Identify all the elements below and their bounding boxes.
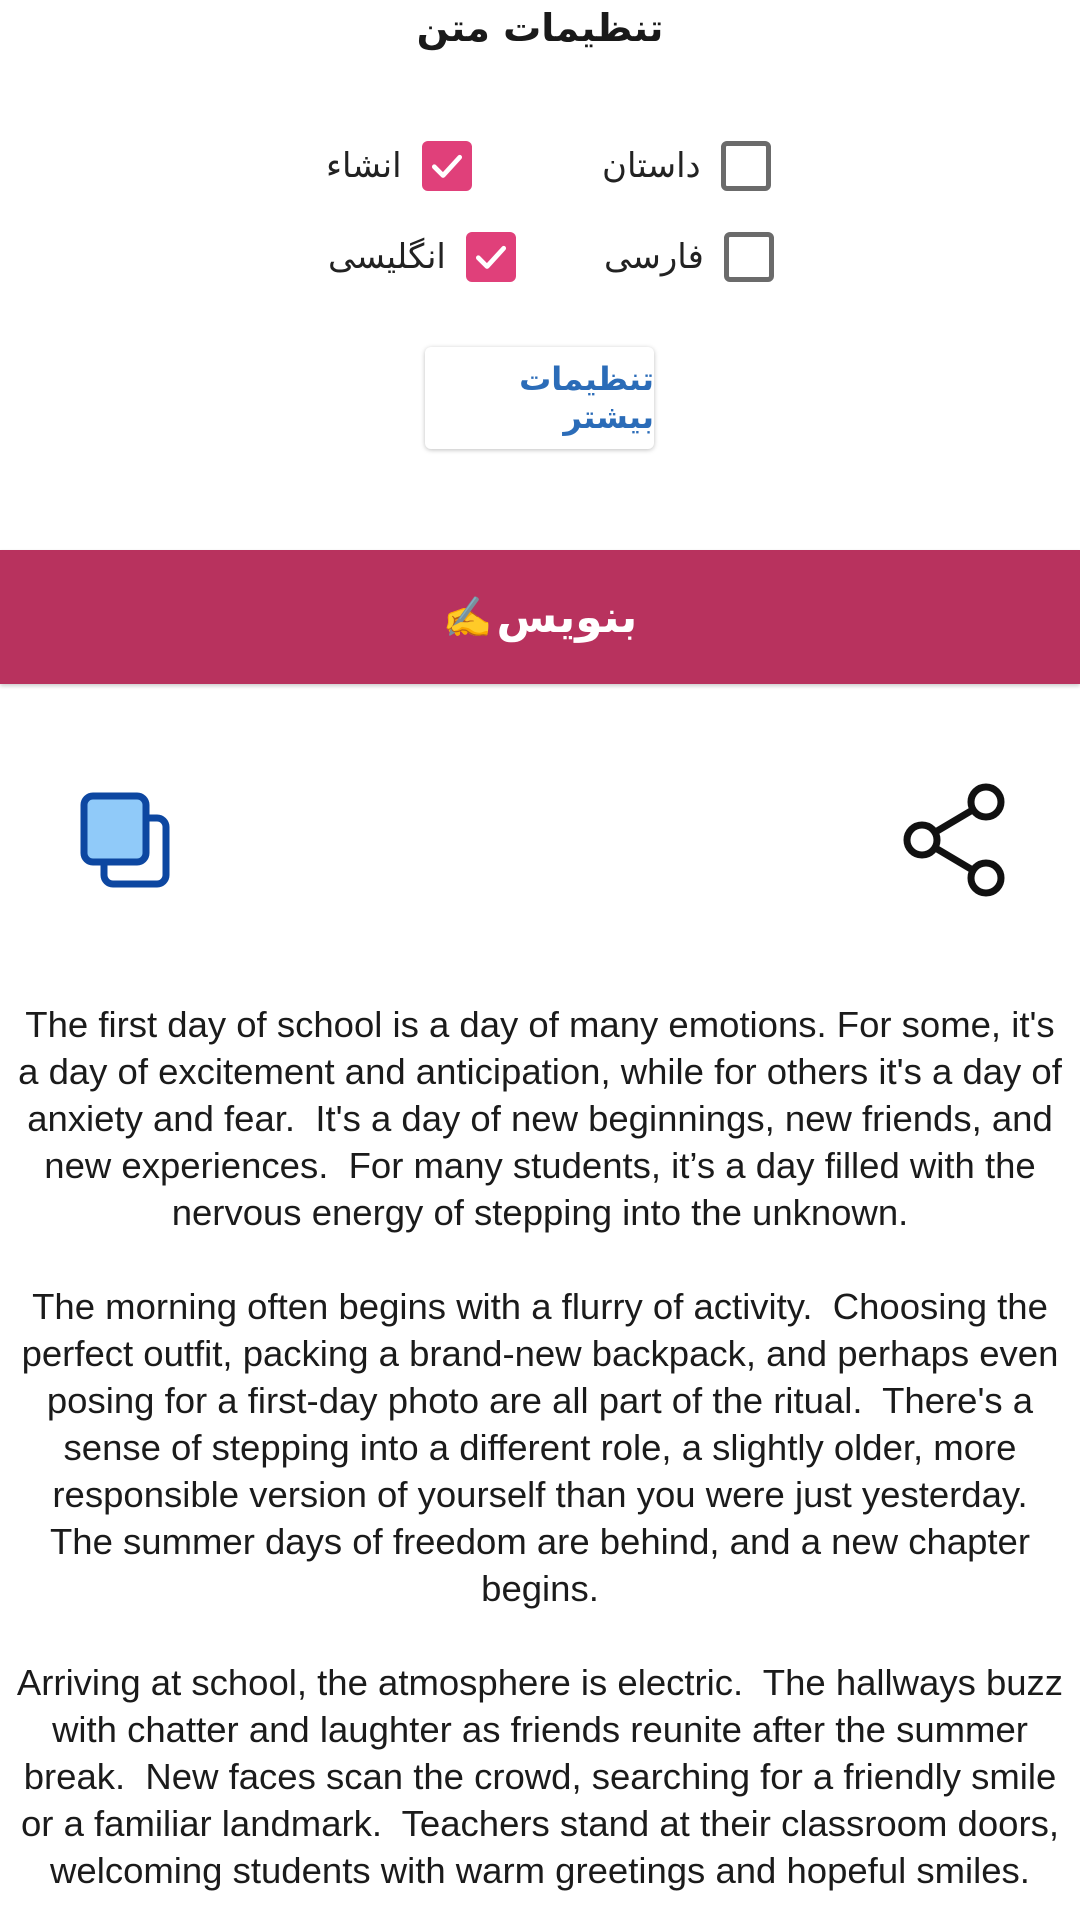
story-label: داستان: [602, 146, 701, 186]
paragraph: The morning often begins with a flurry of activity. Choosing the perfect outfit, packing a brand-new backpack, and perhaps even posing for a first-day photo are all part of the ritual. There's a sense of stepping into a different role, a slightly older, more responsible version of yourself than you were just yesterday. The summer days of freedom are behind, and a new chapter begins.: [21, 1286, 1069, 1609]
share-icon[interactable]: [900, 782, 1010, 898]
english-checkbox[interactable]: [466, 232, 516, 282]
check-icon: [472, 238, 510, 276]
essay-checkbox[interactable]: [422, 141, 472, 191]
write-button-label: بنویس: [496, 591, 638, 643]
persian-label: فارسی: [604, 237, 704, 277]
paragraph: Arriving at school, the atmosphere is electric. The hallways buzz with chatter and laughter as friends reunite after the summer break. New faces scan the crowd, searching for a friendly smile or a familiar landmark. Teachers stand at their classroom doors, welcoming students with warm greetings and hopeful smiles.: [16, 1662, 1074, 1891]
persian-checkbox[interactable]: [724, 232, 774, 282]
generated-text: [12, 1001, 1074, 1921]
write-button[interactable]: [0, 550, 1080, 684]
option-english[interactable]: [328, 232, 516, 282]
option-essay[interactable]: [326, 141, 472, 191]
essay-label: انشاء: [326, 146, 402, 186]
english-label: انگلیسی: [328, 237, 446, 277]
option-story[interactable]: [602, 141, 771, 191]
option-persian[interactable]: [604, 232, 774, 282]
copy-icon[interactable]: [78, 790, 174, 890]
check-icon: [428, 147, 466, 185]
page-title: تنظیمات متن: [416, 6, 664, 50]
paragraph: The first day of school is a day of many emotions. For some, it's a day of excitement and anticipation, while for others it's a day of anxiety and fear. It's a day of new beginnings, new friends, and new experiences. For many students, it’s a day filled with the nervous energy of stepping into the unknown.: [18, 1004, 1073, 1233]
story-checkbox[interactable]: [721, 141, 771, 191]
writing-hand-icon: ✍️: [442, 594, 493, 641]
more-settings-button[interactable]: تنظیمات بیشتر: [425, 347, 654, 449]
